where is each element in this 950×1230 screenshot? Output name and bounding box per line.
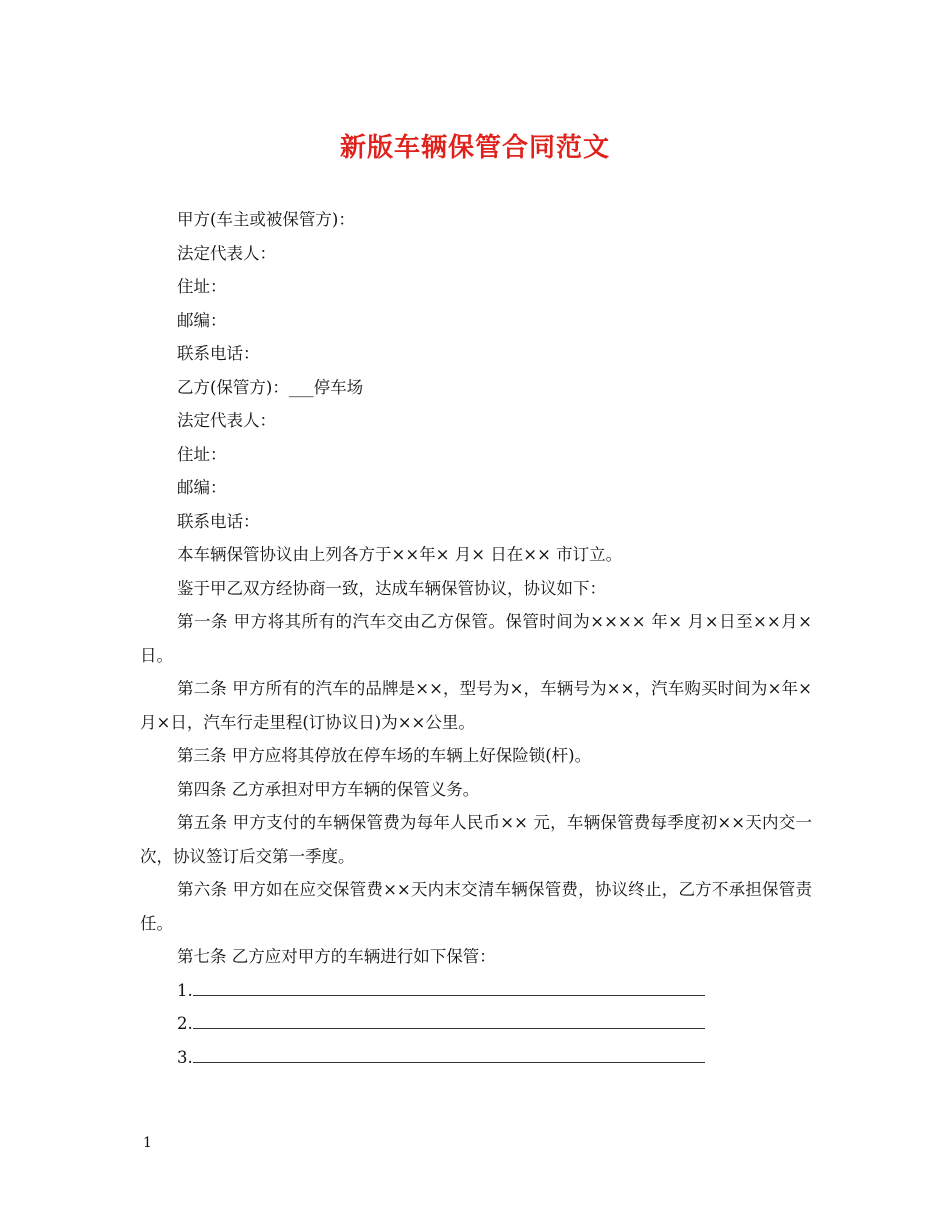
list-item-number: 1. <box>177 980 193 1000</box>
paragraph: 法定代表人： <box>177 411 276 430</box>
blank-line <box>193 976 705 996</box>
paragraph: 第六条 甲方如在应交保管费××天内末交清车辆保管费，协议终止，乙方不承担保管责任。 <box>140 880 812 933</box>
document-title: 新版车辆保管合同范文 <box>339 133 610 163</box>
paragraph: 第二条 甲方所有的汽车的品牌是××，型号为×，车辆号为××，汽车购买时间为×年×月×日，汽车行走里程(订协议日)为××公里。 <box>140 679 812 732</box>
paragraph: 邮编： <box>177 310 227 330</box>
paragraph: 联系电话： <box>177 511 260 531</box>
list-item-number: 2. <box>177 1014 193 1033</box>
paragraph: 鉴于甲乙双方经协商一致，达成车辆保管协议，协议如下： <box>177 578 606 598</box>
list-item-number: 3. <box>177 1047 193 1067</box>
paragraph: 第四条 乙方承担对甲方车辆的保管义务。 <box>177 779 480 799</box>
paragraph: 法定代表人： <box>177 243 276 263</box>
paragraph: 邮编： <box>177 478 227 497</box>
blank-line <box>193 1009 705 1029</box>
list-item <box>140 974 812 1008</box>
blank-line <box>193 1043 705 1063</box>
paragraph: 本车辆保管协议由上列各方于××年× 月× 日在×× 市订立。 <box>177 545 623 564</box>
document-body <box>140 203 812 1074</box>
paragraph: 联系电话： <box>177 344 260 363</box>
paragraph: 住址： <box>177 444 227 464</box>
paragraph: 第七条 乙方应对甲方的车辆进行如下保管： <box>177 947 496 966</box>
paragraph: 乙方(保管方)：___停车场 <box>177 377 364 397</box>
paragraph: 第五条 甲方支付的车辆保管费为每年人民币×× 元，车辆保管费每季度初××天内交一次，协议签订后交第一季度。 <box>140 813 812 866</box>
list-item <box>140 1041 812 1075</box>
page-number: 1 <box>143 1135 152 1151</box>
paragraph: 甲方(车主或被保管方)： <box>177 210 355 229</box>
paragraph: 第三条 甲方应将其停放在停车场的车辆上好保险锁(杆)。 <box>177 746 592 765</box>
paragraph: 第一条 甲方将其所有的汽车交由乙方保管。保管时间为×××× 年× 月×日至××月×日。 <box>140 612 812 665</box>
paragraph: 住址： <box>177 277 227 296</box>
list-item <box>140 1007 812 1041</box>
